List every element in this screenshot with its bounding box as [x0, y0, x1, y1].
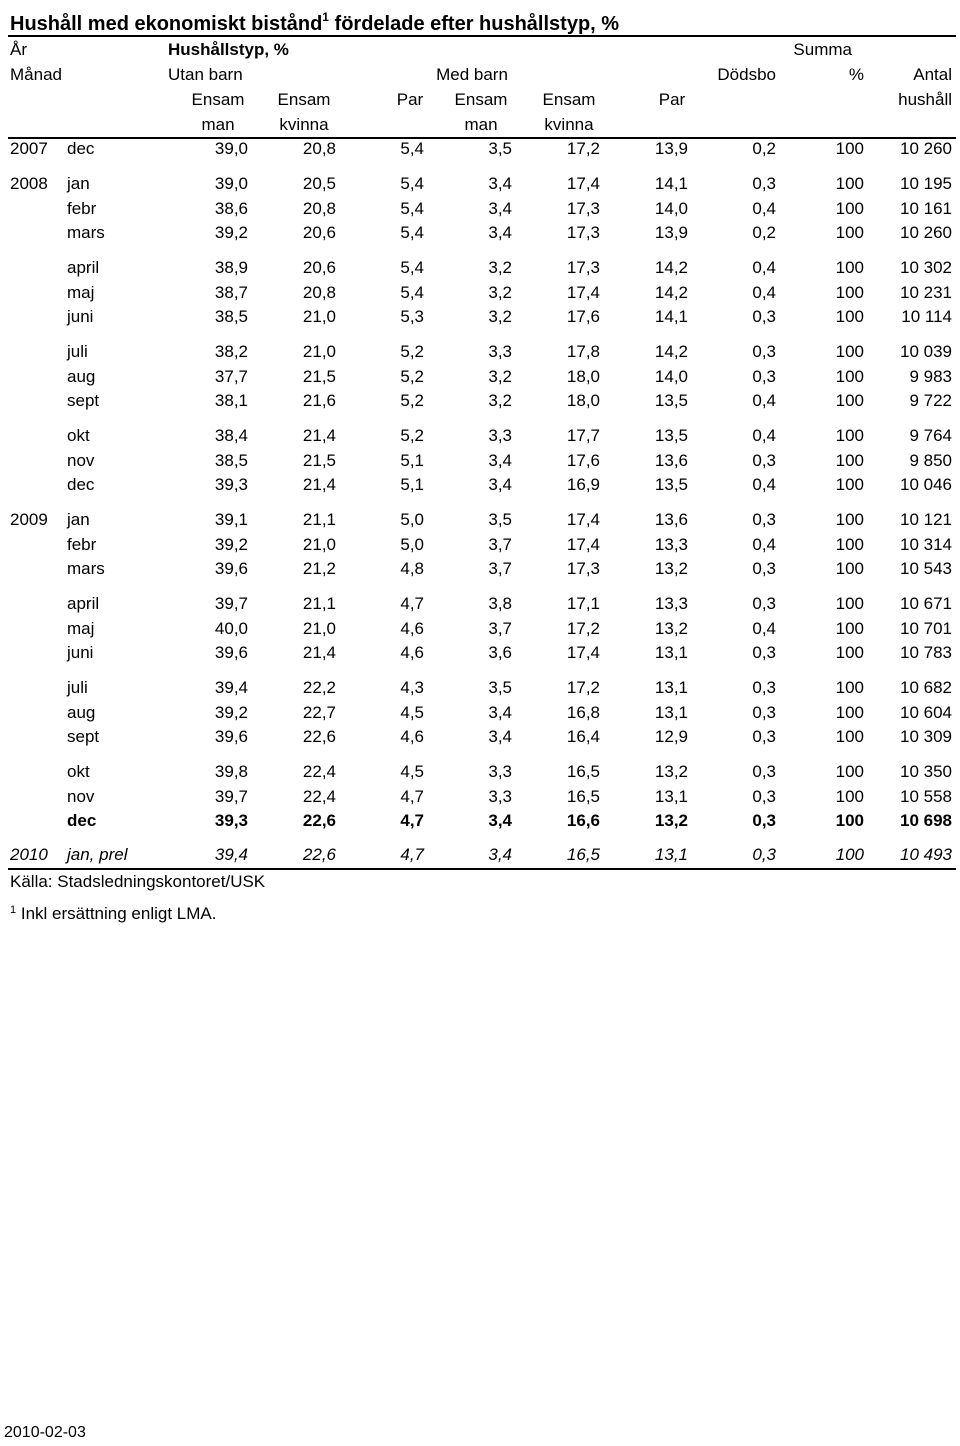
- row-value: 3,4: [488, 703, 512, 722]
- row-value: 3,3: [488, 787, 512, 806]
- row-value: 38,2: [214, 342, 248, 361]
- row-value: 4,7: [400, 594, 424, 613]
- row-value: 39,3: [214, 811, 248, 830]
- row-value: 100: [835, 762, 864, 781]
- row-value: 100: [835, 787, 864, 806]
- row-value: 100: [835, 594, 864, 613]
- row-value: 38,4: [214, 426, 248, 445]
- header-man-2: man: [464, 115, 498, 134]
- row-value: 0,3: [752, 845, 776, 864]
- row-value: 21,4: [302, 426, 336, 445]
- row-value: 39,7: [214, 787, 248, 806]
- row-value: 39,7: [214, 594, 248, 613]
- page-title: [10, 4, 619, 37]
- row-value: 5,0: [400, 535, 424, 554]
- row-value: 10 260: [900, 139, 952, 158]
- row-value: 100: [835, 283, 864, 302]
- row-year: 2010: [10, 845, 48, 864]
- row-value: 10 260: [900, 223, 952, 242]
- row-value: 16,8: [566, 703, 600, 722]
- row-value: 17,3: [566, 559, 600, 578]
- row-value: 100: [835, 258, 864, 277]
- row-value: 20,8: [302, 139, 336, 158]
- header-woman-1: kvinna: [279, 115, 329, 134]
- row-year: 2009: [10, 510, 48, 529]
- row-value: 9 983: [909, 367, 952, 386]
- header-without-children: Utan barn: [168, 65, 243, 84]
- row-value: 17,3: [566, 258, 600, 277]
- row-value: 3,4: [488, 475, 512, 494]
- row-value: 39,2: [214, 535, 248, 554]
- row-value: 17,4: [566, 643, 600, 662]
- header-man-1: man: [201, 115, 235, 134]
- row-value: 39,2: [214, 703, 248, 722]
- row-value: 18,0: [566, 391, 600, 410]
- row-value: 5,4: [400, 223, 424, 242]
- row-value: 10 701: [900, 619, 952, 638]
- row-value: 3,2: [488, 367, 512, 386]
- row-value: 9 764: [909, 426, 952, 445]
- row-value: 20,5: [302, 174, 336, 193]
- row-value: 0,3: [752, 811, 776, 830]
- row-value: 0,3: [752, 451, 776, 470]
- row-value: 3,3: [488, 426, 512, 445]
- row-value: 16,5: [566, 845, 600, 864]
- row-value: 22,7: [302, 703, 336, 722]
- row-value: 20,8: [302, 283, 336, 302]
- row-value: 0,4: [752, 426, 776, 445]
- row-value: 22,4: [302, 762, 336, 781]
- row-value: 39,4: [214, 845, 248, 864]
- row-month: juli: [67, 678, 88, 697]
- row-value: 3,4: [488, 174, 512, 193]
- row-value: 9 850: [909, 451, 952, 470]
- header-households: hushåll: [898, 90, 952, 109]
- row-value: 38,9: [214, 258, 248, 277]
- row-value: 100: [835, 643, 864, 662]
- row-value: 100: [835, 727, 864, 746]
- row-value: 0,4: [752, 475, 776, 494]
- row-value: 100: [835, 559, 864, 578]
- row-month: jan: [67, 510, 90, 529]
- row-value: 21,4: [302, 643, 336, 662]
- row-value: 3,4: [488, 845, 512, 864]
- row-value: 3,2: [488, 391, 512, 410]
- row-value: 10 314: [900, 535, 952, 554]
- row-value: 5,4: [400, 139, 424, 158]
- row-value: 17,6: [566, 307, 600, 326]
- row-value: 0,3: [752, 367, 776, 386]
- row-value: 0,4: [752, 391, 776, 410]
- row-value: 14,2: [654, 258, 688, 277]
- bottom-rule: [8, 868, 956, 870]
- row-value: 13,1: [654, 643, 688, 662]
- row-value: 100: [835, 510, 864, 529]
- row-value: 100: [835, 307, 864, 326]
- row-value: 4,7: [400, 811, 424, 830]
- row-value: 13,2: [654, 559, 688, 578]
- row-value: 0,2: [752, 139, 776, 158]
- row-value: 21,1: [302, 510, 336, 529]
- row-month: sept: [67, 391, 100, 410]
- row-value: 3,6: [488, 643, 512, 662]
- row-month: febr: [67, 535, 97, 554]
- row-value: 10 350: [900, 762, 952, 781]
- row-value: 5,4: [400, 199, 424, 218]
- row-value: 22,2: [302, 678, 336, 697]
- title-rest: fördelade efter hushållstyp, %: [334, 13, 620, 35]
- row-value: 18,0: [566, 367, 600, 386]
- row-value: 0,3: [752, 559, 776, 578]
- title-footnote-marker: 1: [322, 10, 329, 24]
- row-value: 17,2: [566, 678, 600, 697]
- row-month: april: [67, 258, 100, 277]
- row-value: 5,2: [400, 367, 424, 386]
- top-rule: [8, 35, 956, 37]
- row-value: 21,1: [302, 594, 336, 613]
- row-value: 14,0: [654, 199, 688, 218]
- header-count: Antal: [913, 65, 952, 84]
- header-couple-2: Par: [658, 90, 686, 109]
- row-value: 3,3: [488, 342, 512, 361]
- row-value: 0,3: [752, 703, 776, 722]
- header-single-man-2: Ensam: [454, 90, 508, 109]
- row-value: 10 039: [900, 342, 952, 361]
- row-month: sept: [67, 727, 100, 746]
- row-value: 5,1: [400, 451, 424, 470]
- row-month: nov: [67, 451, 95, 470]
- row-value: 13,6: [654, 510, 688, 529]
- row-value: 38,1: [214, 391, 248, 410]
- footnote-text: Inkl ersättning enligt LMA.: [20, 904, 217, 923]
- row-value: 3,5: [488, 510, 512, 529]
- row-value: 3,7: [488, 619, 512, 638]
- row-value: 22,6: [302, 845, 336, 864]
- row-month: maj: [67, 283, 95, 302]
- row-value: 39,0: [214, 174, 248, 193]
- row-value: 100: [835, 535, 864, 554]
- row-value: 10 161: [900, 199, 952, 218]
- row-value: 3,5: [488, 678, 512, 697]
- row-value: 10 783: [900, 643, 952, 662]
- row-month: juli: [67, 342, 88, 361]
- row-value: 100: [835, 451, 864, 470]
- row-value: 100: [835, 811, 864, 830]
- row-value: 0,3: [752, 678, 776, 697]
- row-value: 21,4: [302, 475, 336, 494]
- row-value: 39,3: [214, 475, 248, 494]
- row-value: 20,6: [302, 258, 336, 277]
- row-value: 21,5: [302, 451, 336, 470]
- row-value: 14,1: [654, 307, 688, 326]
- row-value: 39,0: [214, 139, 248, 158]
- header-with-children: Med barn: [436, 65, 508, 84]
- row-year: 2007: [10, 139, 48, 158]
- header-year: År: [10, 40, 27, 59]
- row-value: 5,2: [400, 391, 424, 410]
- row-value: 5,2: [400, 342, 424, 361]
- row-month: mars: [67, 559, 105, 578]
- row-month: mars: [67, 223, 105, 242]
- row-value: 12,9: [654, 727, 688, 746]
- row-value: 13,9: [654, 223, 688, 242]
- row-value: 38,5: [214, 451, 248, 470]
- row-value: 3,4: [488, 811, 512, 830]
- row-value: 17,3: [566, 223, 600, 242]
- row-value: 21,0: [302, 535, 336, 554]
- row-value: 5,4: [400, 283, 424, 302]
- row-value: 5,2: [400, 426, 424, 445]
- row-value: 5,3: [400, 307, 424, 326]
- row-value: 13,1: [654, 787, 688, 806]
- row-value: 17,3: [566, 199, 600, 218]
- row-value: 100: [835, 845, 864, 864]
- row-month: dec: [67, 139, 95, 158]
- row-value: 4,6: [400, 727, 424, 746]
- row-value: 3,2: [488, 307, 512, 326]
- row-value: 3,4: [488, 199, 512, 218]
- row-value: 5,1: [400, 475, 424, 494]
- row-value: 22,6: [302, 727, 336, 746]
- row-value: 39,8: [214, 762, 248, 781]
- row-month: nov: [67, 787, 95, 806]
- row-month: dec: [67, 811, 97, 830]
- row-value: 16,4: [566, 727, 600, 746]
- row-value: 17,2: [566, 139, 600, 158]
- row-value: 100: [835, 139, 864, 158]
- row-value: 0,4: [752, 535, 776, 554]
- row-value: 10 543: [900, 559, 952, 578]
- row-value: 4,7: [400, 845, 424, 864]
- row-value: 37,7: [214, 367, 248, 386]
- row-value: 100: [835, 391, 864, 410]
- row-value: 0,4: [752, 199, 776, 218]
- row-value: 13,1: [654, 703, 688, 722]
- row-value: 3,5: [488, 139, 512, 158]
- row-month: febr: [67, 199, 97, 218]
- row-value: 21,2: [302, 559, 336, 578]
- header-month: Månad: [10, 65, 62, 84]
- row-value: 16,5: [566, 762, 600, 781]
- row-value: 0,3: [752, 787, 776, 806]
- row-value: 38,7: [214, 283, 248, 302]
- row-value: 100: [835, 199, 864, 218]
- row-value: 4,7: [400, 787, 424, 806]
- header-single-woman-2: Ensam: [542, 90, 596, 109]
- row-value: 10 114: [901, 307, 952, 326]
- row-value: 0,3: [752, 510, 776, 529]
- row-value: 17,4: [566, 283, 600, 302]
- row-value: 14,1: [654, 174, 688, 193]
- row-value: 10 493: [900, 845, 952, 864]
- row-value: 39,6: [214, 727, 248, 746]
- row-value: 13,3: [654, 535, 688, 554]
- header-household-type: Hushållstyp, %: [168, 40, 289, 59]
- header-estate: Dödsbo: [717, 65, 776, 84]
- row-value: 10 698: [900, 811, 952, 830]
- row-value: 0,3: [752, 307, 776, 326]
- publication-date: 2010-02-03: [4, 1424, 86, 1441]
- row-value: 3,4: [488, 451, 512, 470]
- row-value: 3,3: [488, 762, 512, 781]
- row-value: 3,2: [488, 283, 512, 302]
- row-month: maj: [67, 619, 95, 638]
- row-value: 17,6: [566, 451, 600, 470]
- row-value: 17,8: [566, 342, 600, 361]
- row-value: 21,0: [302, 619, 336, 638]
- header-single-man-1: Ensam: [191, 90, 245, 109]
- source-note: Källa: Stadsledningskontoret/USK: [10, 872, 266, 891]
- row-value: 5,0: [400, 510, 424, 529]
- row-value: 10 309: [900, 727, 952, 746]
- row-value: 5,4: [400, 258, 424, 277]
- row-value: 10 231: [900, 283, 952, 302]
- row-value: 20,6: [302, 223, 336, 242]
- row-value: 100: [835, 619, 864, 638]
- row-value: 39,2: [214, 223, 248, 242]
- row-value: 4,6: [400, 619, 424, 638]
- row-value: 13,5: [654, 426, 688, 445]
- row-value: 10 671: [900, 594, 952, 613]
- row-value: 13,3: [654, 594, 688, 613]
- header-single-woman-1: Ensam: [277, 90, 331, 109]
- row-value: 0,3: [752, 762, 776, 781]
- row-value: 40,0: [214, 619, 248, 638]
- row-value: 0,3: [752, 174, 776, 193]
- row-value: 3,4: [488, 727, 512, 746]
- row-value: 3,7: [488, 559, 512, 578]
- row-value: 100: [835, 678, 864, 697]
- row-value: 38,5: [214, 307, 248, 326]
- row-value: 0,4: [752, 258, 776, 277]
- row-value: 100: [835, 703, 864, 722]
- row-value: 14,0: [654, 367, 688, 386]
- row-value: 17,4: [566, 510, 600, 529]
- header-woman-2: kvinna: [544, 115, 594, 134]
- row-value: 13,1: [654, 845, 688, 864]
- row-month: jan: [67, 174, 90, 193]
- row-value: 4,5: [400, 703, 424, 722]
- row-value: 100: [835, 174, 864, 193]
- row-value: 38,6: [214, 199, 248, 218]
- row-month: juni: [67, 643, 94, 662]
- row-value: 13,6: [654, 451, 688, 470]
- header-sum: Summa: [793, 40, 852, 59]
- row-value: 10 558: [900, 787, 952, 806]
- row-value: 0,3: [752, 643, 776, 662]
- row-value: 39,1: [214, 510, 248, 529]
- row-value: 100: [835, 367, 864, 386]
- row-value: 0,2: [752, 223, 776, 242]
- row-value: 17,4: [566, 174, 600, 193]
- row-value: 13,2: [654, 619, 688, 638]
- row-value: 0,4: [752, 619, 776, 638]
- row-value: 0,3: [752, 727, 776, 746]
- row-value: 100: [835, 342, 864, 361]
- row-value: 21,0: [302, 342, 336, 361]
- row-month: dec: [67, 475, 95, 494]
- row-month: aug: [67, 367, 96, 386]
- row-value: 21,0: [302, 307, 336, 326]
- row-value: 21,5: [302, 367, 336, 386]
- row-value: 3,4: [488, 223, 512, 242]
- row-value: 10 121: [900, 510, 952, 529]
- row-value: 9 722: [909, 391, 952, 410]
- row-value: 17,7: [566, 426, 600, 445]
- row-value: 17,2: [566, 619, 600, 638]
- row-value: 100: [835, 475, 864, 494]
- row-value: 16,6: [566, 811, 600, 830]
- row-value: 14,2: [654, 283, 688, 302]
- row-value: 0,3: [752, 342, 776, 361]
- row-month: jan, prel: [67, 845, 128, 864]
- row-value: 10 195: [900, 174, 952, 193]
- row-value: 0,4: [752, 283, 776, 302]
- row-value: 10 682: [900, 678, 952, 697]
- row-month: aug: [67, 703, 96, 722]
- row-value: 4,6: [400, 643, 424, 662]
- row-value: 16,9: [566, 475, 600, 494]
- row-value: 100: [835, 223, 864, 242]
- header-couple-1: Par: [396, 90, 424, 109]
- row-value: 10 046: [900, 475, 952, 494]
- row-value: 3,7: [488, 535, 512, 554]
- row-value: 13,2: [654, 811, 688, 830]
- row-value: 4,3: [400, 678, 424, 697]
- row-value: 13,1: [654, 678, 688, 697]
- row-value: 5,4: [400, 174, 424, 193]
- row-value: 3,2: [488, 258, 512, 277]
- row-value: 13,5: [654, 475, 688, 494]
- row-value: 21,6: [302, 391, 336, 410]
- row-value: 100: [835, 426, 864, 445]
- row-value: 14,2: [654, 342, 688, 361]
- row-month: april: [67, 594, 100, 613]
- row-value: 13,5: [654, 391, 688, 410]
- row-month: juni: [67, 307, 94, 326]
- row-value: 20,8: [302, 199, 336, 218]
- row-value: 16,5: [566, 787, 600, 806]
- row-value: 17,1: [566, 594, 600, 613]
- row-year: 2008: [10, 174, 48, 193]
- row-value: 39,6: [214, 559, 248, 578]
- header-percent: %: [848, 65, 864, 84]
- row-value: 4,8: [400, 559, 424, 578]
- row-value: 22,4: [302, 787, 336, 806]
- row-value: 22,6: [302, 811, 336, 830]
- row-month: okt: [67, 762, 90, 781]
- row-value: 13,2: [654, 762, 688, 781]
- title-text: Hushåll med ekonomiskt bistånd: [10, 13, 323, 35]
- row-value: 13,9: [654, 139, 688, 158]
- row-value: 17,4: [566, 535, 600, 554]
- row-value: 3,8: [488, 594, 512, 613]
- row-month: okt: [67, 426, 90, 445]
- row-value: 0,3: [752, 594, 776, 613]
- row-value: 10 302: [900, 258, 952, 277]
- row-value: 10 604: [900, 703, 952, 722]
- footnote-marker: 1: [10, 904, 17, 916]
- row-value: 39,4: [214, 678, 248, 697]
- row-value: 39,6: [214, 643, 248, 662]
- footnote: [10, 904, 216, 924]
- row-value: 4,5: [400, 762, 424, 781]
